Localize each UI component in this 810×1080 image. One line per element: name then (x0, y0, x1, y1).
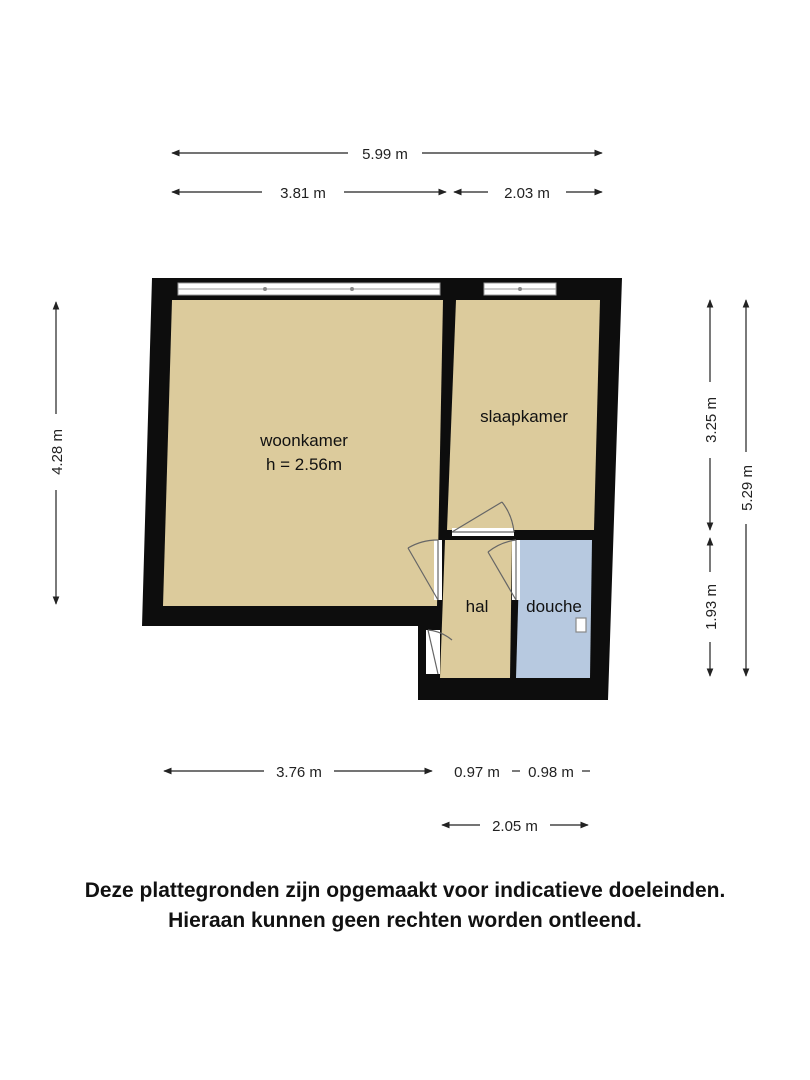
dim-right-upper: 3.25 m (703, 397, 720, 443)
dim-right-lower: 1.93 m (703, 584, 720, 630)
dim-bottom-total: 2.05 m (492, 818, 538, 835)
douche-fixture (576, 618, 586, 632)
windows (178, 283, 556, 295)
room-label-hal: hal (465, 597, 489, 616)
room-height-woonkamer: h = 2.56m (265, 455, 343, 474)
dim-bottom-left: 3.76 m (276, 764, 322, 781)
disclaimer-line-1: Deze plattegronden zijn opgemaakt voor indicatieve doeleinden. (84, 879, 726, 902)
disclaimer-line-2: Hieraan kunnen geen rechten worden ontleend. (168, 909, 642, 932)
dim-top-left: 3.81 m (280, 185, 326, 202)
dim-right-total: 5.29 m (739, 465, 756, 511)
dim-top-total: 5.99 m (362, 146, 408, 163)
dim-left-height: 4.28 m (49, 429, 66, 475)
dim-top-right: 2.03 m (504, 185, 550, 202)
room-label-slaapkamer: slaapkamer (480, 407, 568, 426)
dim-bottom-right: 0.98 m (528, 764, 574, 781)
woonkamer-floor (163, 300, 443, 606)
room-label-woonkamer: woonkamer (260, 431, 348, 450)
walls-and-floors (142, 278, 622, 700)
room-label-douche: douche (526, 597, 582, 616)
dim-bottom-mid: 0.97 m (454, 764, 500, 781)
